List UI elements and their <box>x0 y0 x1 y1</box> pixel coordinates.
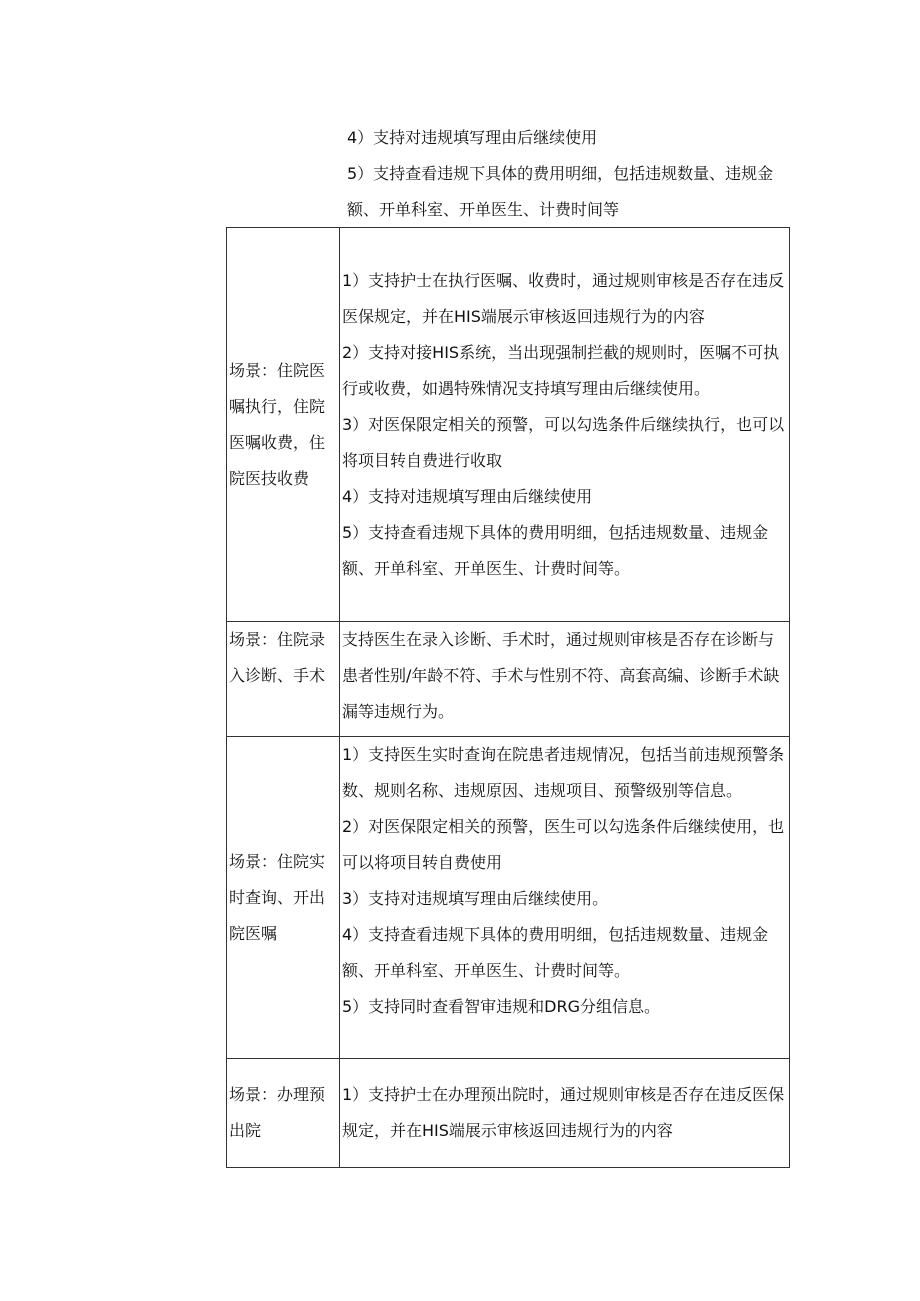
scene-cell <box>227 228 340 622</box>
intro-line: 4）支持对违规填写理由后继续使用 <box>347 128 598 147</box>
description-item: 5）支持查看违规下具体的费用明细，包括违规数量、违规金额、开单科室、开单医生、计费时间等。 <box>342 522 769 578</box>
description-item: 4）支持查看违规下具体的费用明细，包括违规数量、违规金额、开单科室、开单医生、计费时间等。 <box>342 925 769 980</box>
table-row <box>227 1059 790 1168</box>
intro-line: 5）支持查看违规下具体的费用明细，包括违规数量、违规金额、开单科室、开单医生、计费时间等 <box>347 164 774 219</box>
description-item: 3）支持对违规填写理由后继续使用。 <box>342 889 609 908</box>
description-cell <box>340 1059 790 1168</box>
scene-label: 场景：住院录入诊断、手术 <box>229 630 326 685</box>
description-cell <box>340 737 790 1059</box>
description-item: 1）支持医生实时查询在院患者违规情况，包括当前违规预警条数、规则名称、违规原因、违规项目、预警级别等信息。 <box>342 745 785 800</box>
scene-label: 场景：住院实时查询、开出院医嘱 <box>229 851 326 943</box>
description-cell <box>340 228 790 622</box>
scene-label: 场景：办理预出院 <box>229 1085 326 1140</box>
table-row <box>227 228 790 622</box>
scene-cell <box>227 737 340 1059</box>
description-item: 支持医生在录入诊断、手术时，通过规则审核是否存在诊断与患者性别/年龄不符、手术与性别不符、高套高编、诊断手术缺漏等违规行为。 <box>342 630 780 721</box>
intro-text <box>347 120 792 228</box>
table-row <box>227 737 790 1059</box>
description-cell <box>340 622 790 737</box>
scene-label: 场景：住院医嘱执行，住院医嘱收费，住院医技收费 <box>229 360 326 488</box>
table-row <box>227 622 790 737</box>
description-item: 2）对医保限定相关的预警，医生可以勾选条件后继续使用，也可以将项目转自费使用 <box>342 817 785 872</box>
description-item: 1）支持护士在执行医嘱、收费时，通过规则审核是否存在违反医保规定，并在HIS端展示审核返回违规行为的内容 <box>342 270 785 326</box>
description-item: 5）支持同时查看智审违规和DRG分组信息。 <box>342 997 661 1016</box>
description-item: 2）支持对接HIS系统，当出现强制拦截的规则时，医嘱不可执行或收费，如遇特殊情况支持填写理由后继续使用。 <box>342 342 780 398</box>
description-item: 3）对医保限定相关的预警，可以勾选条件后继续执行，也可以将项目转自费进行收取 <box>342 414 785 470</box>
requirements-table <box>226 227 790 1168</box>
description-item: 4）支持对违规填写理由后继续使用 <box>342 486 593 506</box>
scene-cell <box>227 622 340 737</box>
scene-cell <box>227 1059 340 1168</box>
description-item: 1）支持护士在办理预出院时，通过规则审核是否存在违反医保规定，并在HIS端展示审核返回违规行为的内容 <box>342 1085 785 1140</box>
